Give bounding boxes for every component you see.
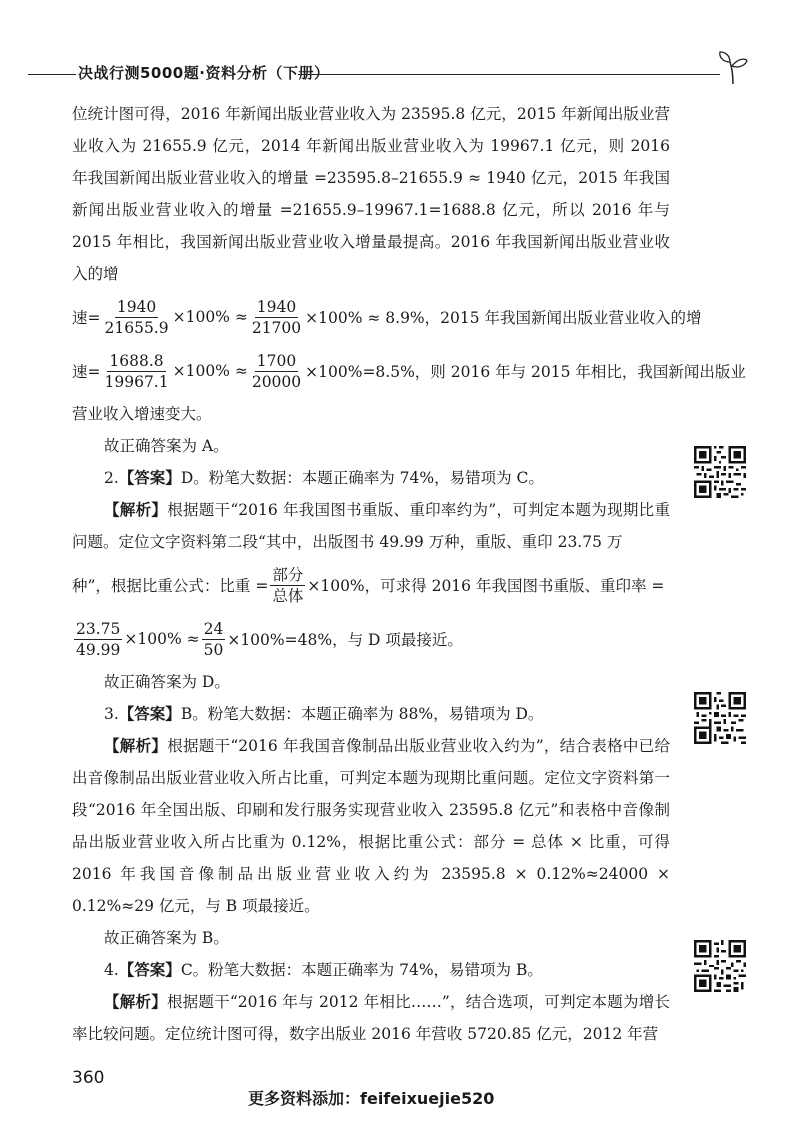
numerator: 1940	[116, 297, 157, 316]
answer-line	[72, 698, 670, 730]
denominator: 49.99	[76, 640, 121, 659]
answer-line	[72, 462, 670, 494]
fraction	[103, 297, 171, 338]
paragraph: 位统计图可得，2016 年新闻出版业营业收入为 23595.8 亿元，2015 年新闻出版业营业收入为 21655.9 亿元，2014 年新闻出版业营业收入为 19967.1 亿元，则 2016 年我国新闻出版业营业收入的增量 =23595.8–21655.9 ≈ 1940 亿元，2015 年我国新闻出版业营业收入的增量 =21655.9–19967.1=1688.8 亿元，所以 2016 年与 2015 年相比，我国新闻出版业营业收入增量最提高。2016 年我国新闻出版业营业收入的增	[72, 105, 670, 283]
numerator: 1700	[256, 351, 297, 370]
page-header	[0, 58, 800, 92]
numerator: 部分	[272, 565, 304, 584]
paragraph: 营业收入增速变大。	[72, 405, 212, 423]
sprout-icon	[716, 50, 750, 86]
answer-text: C。粉笔大数据：本题正确率为 74%，易错项为 B。	[180, 961, 543, 979]
answer-text: B。粉笔大数据：本题正确率为 88%，易错项为 D。	[180, 705, 544, 723]
footer-note: 更多资料添加：feifeixuejie520	[248, 1089, 495, 1108]
formula-text: ×100% ≈	[124, 630, 200, 648]
fraction	[74, 619, 122, 660]
qr-code-icon[interactable]	[694, 692, 746, 744]
numerator: 1688.8	[109, 351, 164, 370]
numerator: 23.75	[76, 619, 121, 638]
analysis-tag: 【解析】	[104, 737, 168, 755]
formula-text: ×100% ≈	[172, 308, 248, 326]
qr-code-icon[interactable]	[694, 940, 746, 992]
analysis	[72, 730, 670, 922]
page-number: 360	[72, 1068, 105, 1088]
fraction	[250, 351, 303, 392]
formula-text: ×100%，可求得 2016 年我国图书重版、重印率 =	[307, 577, 665, 595]
question-number: 3.	[104, 705, 119, 723]
analysis-tag: 【解析】	[104, 993, 167, 1011]
formula-text: 速=	[72, 309, 101, 327]
fraction	[202, 619, 226, 660]
analysis-text: 根据题干“2016 年我国音像制品出版业营业收入约为”，结合表格中已给出音像制品出版业营业收入所占比重，可判定本题为现期比重问题。定位文字资料第一段“2016 年全国出版、印刷和发行服务实现营业收入 23595.8 亿元”和表格中音像制品出版业营业收入所占比重为 0.12%，根据比重公式：部分 = 总体 × 比重，可得 2016 年我国音像制品出版业营业收入约为 23595.8 × 0.12%≈24000 × 0.12%≈29 亿元，与 B 项最接近。	[72, 737, 670, 915]
analysis-text: 根据题干“2016 年我国图书重版、重印率约为”，可判定本题为现期比重问题。定位文字资料第二段“其中，出版图书 49.99 万种，重版、重印 23.75 万	[72, 501, 670, 551]
analysis-text: 根据题干“2016 年与 2012 年相比……”，结合选项，可判定本题为增长率比较问题。定位统计图可得，数字出版业 2016 年营收 5720.85 亿元，2012 年营	[72, 993, 670, 1043]
formula-text: ×100% ≈	[172, 362, 248, 380]
analysis	[72, 494, 670, 558]
formula-row	[72, 290, 702, 344]
answer-tag: 【答案】	[118, 469, 181, 487]
formula-row	[72, 558, 670, 612]
numerator: 1940	[256, 297, 297, 316]
formula-text: ×100%=48%，与 D 项最接近。	[227, 631, 463, 649]
denominator: 21655.9	[104, 318, 169, 337]
formula-text: 速=	[72, 363, 101, 381]
fraction	[250, 297, 303, 338]
formula-text: ×100%=8.5%，则 2016 年与 2015 年相比，我国新闻出版业	[305, 363, 746, 381]
fraction	[103, 351, 171, 392]
denominator: 总体	[272, 586, 304, 605]
conclusion: 故正确答案为 B。	[104, 929, 229, 947]
question-number: 4.	[104, 961, 119, 979]
solution-text	[72, 98, 746, 1050]
analysis	[72, 986, 670, 1050]
answer-tag: 【答案】	[118, 705, 181, 723]
formula-text: 种”，根据比重公式：比重 =	[72, 577, 269, 595]
conclusion: 故正确答案为 A。	[104, 437, 229, 455]
fraction	[270, 565, 305, 606]
answer-text: D。粉笔大数据：本题正确率为 74%，易错项为 C。	[180, 469, 544, 487]
denominator: 21700	[251, 318, 302, 337]
numerator: 24	[203, 619, 224, 638]
analysis-tag: 【解析】	[104, 501, 168, 519]
question-number: 2.	[104, 469, 119, 487]
answer-tag: 【答案】	[118, 961, 181, 979]
qr-code-icon[interactable]	[694, 446, 746, 498]
header-rule-right	[298, 74, 720, 75]
denominator: 19967.1	[104, 372, 169, 391]
answer-line	[72, 954, 670, 986]
formula-row	[72, 344, 746, 398]
book-title: 决战行测5000题·资料分析（下册）	[78, 64, 330, 82]
formula-text: ×100% ≈ 8.9%，2015 年我国新闻出版业营业收入的增	[305, 309, 702, 327]
denominator: 20000	[251, 372, 302, 391]
denominator: 50	[203, 640, 224, 659]
conclusion: 故正确答案为 D。	[104, 673, 230, 691]
formula-row	[72, 612, 670, 666]
header-rule-left	[28, 74, 76, 75]
